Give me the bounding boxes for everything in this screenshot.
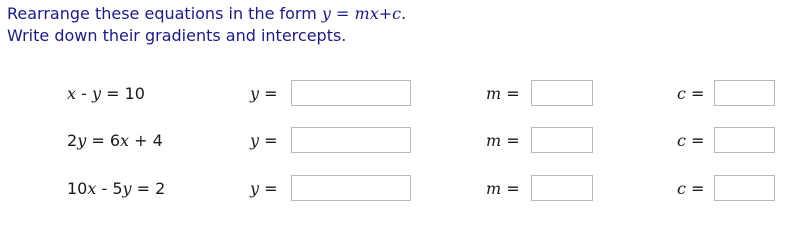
term-x: x [67,84,77,103]
term-x: x [120,131,130,150]
equation-text: x - y = 10 [67,84,145,103]
y-label: y = [250,179,278,198]
intercept-input[interactable] [714,127,775,153]
c-label: c = [677,179,705,198]
m-label: m = [486,84,520,103]
instruction-prefix: Rearrange these equations in the form [7,4,322,23]
instructions [7,3,406,47]
instruction-line-2: Write down their gradients and intercepts. [7,26,347,45]
equation-row-3 [0,175,800,205]
instruction-suffix: . [401,4,407,23]
y-answer-input[interactable] [291,175,411,201]
m-label: m = [486,179,520,198]
gradient-input[interactable] [531,80,593,106]
term-y: y [77,131,87,150]
term-y: y [122,179,132,198]
equation-text: 10x - 5y = 2 [67,179,166,198]
equation-row-2 [0,127,800,157]
term-y: y [91,84,102,103]
y-answer-input[interactable] [291,127,411,153]
c-label: c = [677,84,705,103]
equation-text: 2y = 6x + 4 [67,131,163,150]
c-label: c = [677,131,705,150]
intercept-input[interactable] [714,80,775,106]
gradient-input[interactable] [531,175,593,201]
m-label: m = [486,131,520,150]
term-x: x [87,179,97,198]
gradient-input[interactable] [531,127,593,153]
instruction-line-1 [7,3,406,25]
intercept-input[interactable] [714,175,775,201]
y-label: y = [250,84,278,103]
equation-row-1 [0,80,800,110]
y-label: y = [250,131,278,150]
form-formula: y = mx+c [321,4,402,23]
y-answer-input[interactable] [291,80,411,106]
